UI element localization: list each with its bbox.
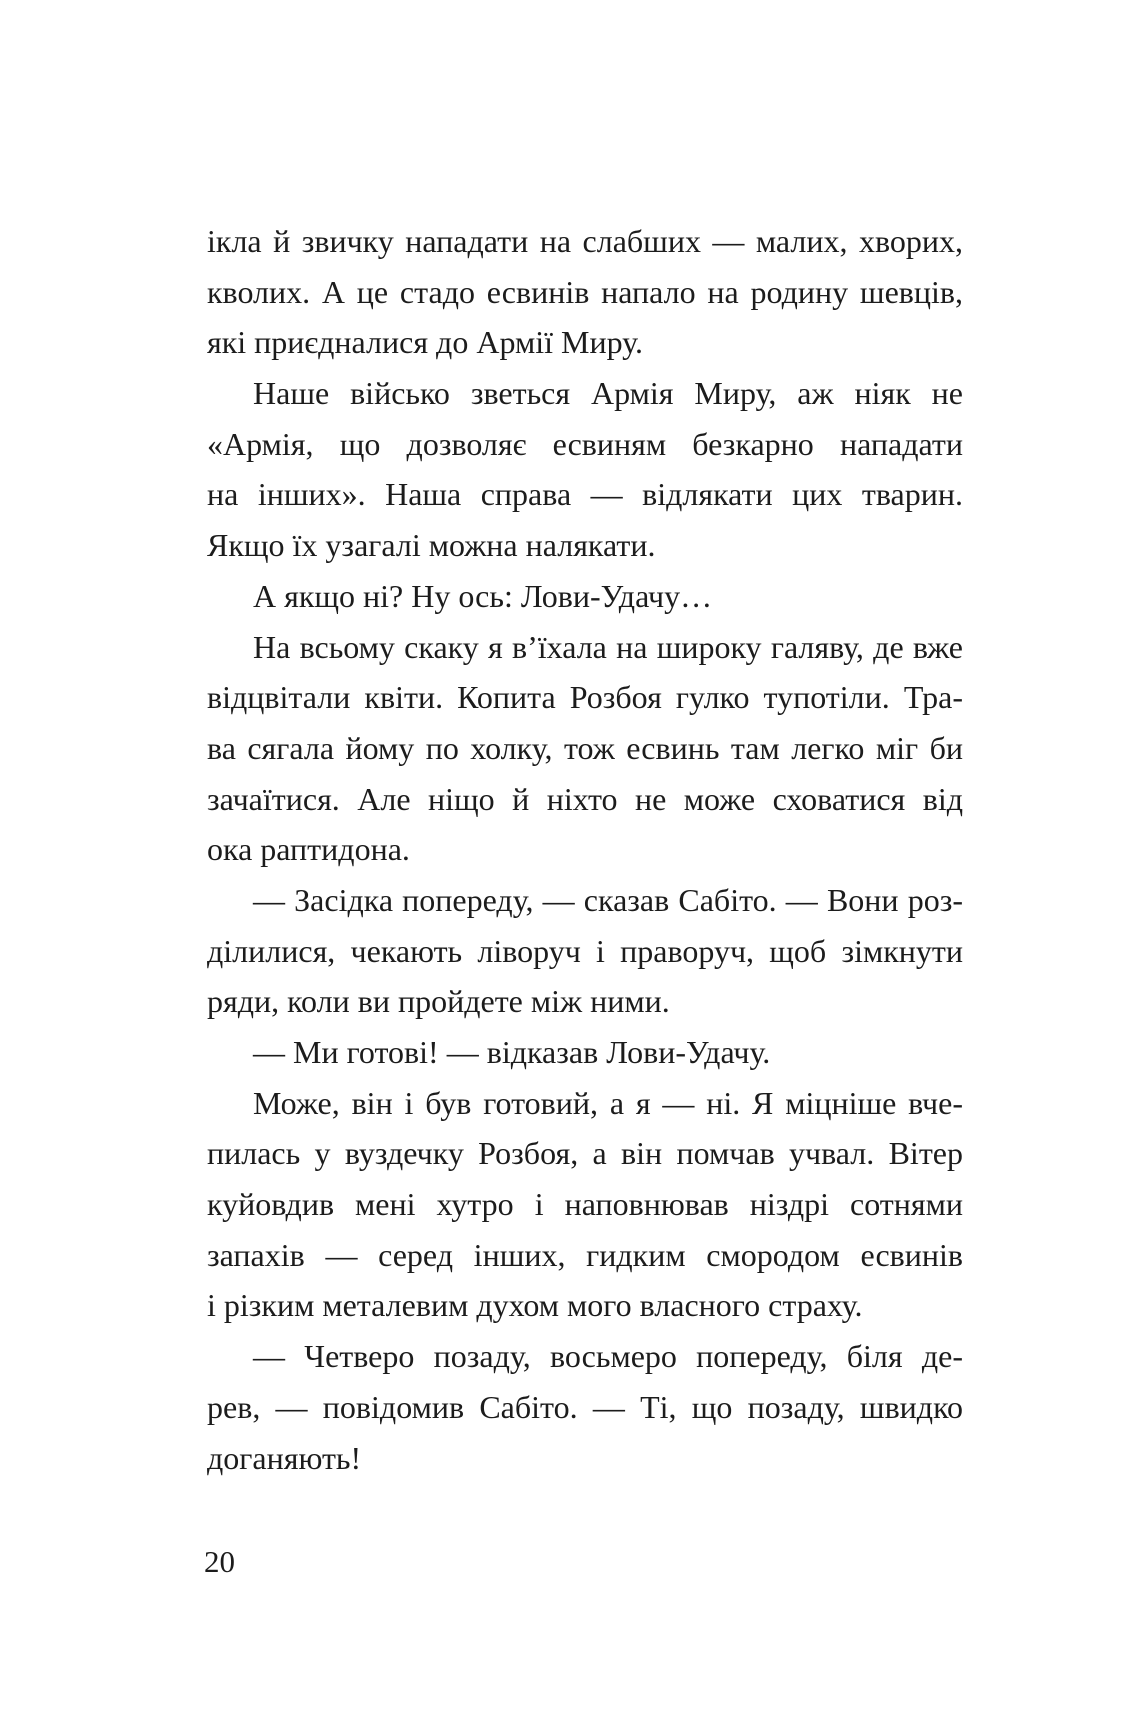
text-line: рев, — повідомив Сабіто. — Ті, що позаду, швидко — [207, 1388, 963, 1425]
text-line: Наше військо зветься Армія Миру, аж ніяк не — [253, 375, 963, 412]
paragraph — [207, 571, 963, 622]
paragraph — [207, 1331, 963, 1483]
page-number: 20 — [204, 1544, 235, 1579]
text-block — [207, 216, 963, 1483]
text-line: і різким металевим духом мого власного страху. — [207, 1287, 863, 1324]
text-line: ділилися, чекають ліворуч і праворуч, щоб зімкнути — [207, 932, 963, 969]
text-line: доганяють! — [207, 1439, 362, 1476]
text-line: пилась у вуздечку Розбоя, а він помчав учвал. Вітер — [207, 1135, 963, 1172]
text-line: — Ми готові! — відказав Лови-Удачу. — [253, 1034, 771, 1070]
text-line: ряди, коли ви пройдете між ними. — [207, 983, 670, 1020]
paragraph — [207, 622, 963, 875]
text-line: Якщо їх узагалі можна налякати. — [207, 527, 656, 564]
text-line: На всьому скаку я в’їхала на широку галяву, де вже — [253, 628, 963, 665]
text-line: зачаїтися. Але ніщо й ніхто не може сховатися від — [207, 780, 963, 817]
paragraph — [207, 368, 963, 571]
paragraph — [207, 1027, 963, 1078]
paragraph — [207, 875, 963, 1027]
text-line: які приєдналися до Армії Миру. — [207, 324, 643, 361]
text-line: А якщо ні? Ну ось: Лови-Удачу… — [253, 577, 713, 614]
paragraph — [207, 216, 963, 368]
text-line: «Армія, що дозволяє есвиням безкарно нападати — [207, 425, 963, 462]
text-line: куйовдив мені хутро і наповнював ніздрі сотнями — [207, 1186, 963, 1223]
text-line: запахів — серед інших, гидким смородом есвинів — [207, 1236, 963, 1273]
paragraph — [207, 1078, 963, 1331]
text-line: Може, він і був готовий, а я — ні. Я міцніше вче- — [253, 1084, 963, 1121]
text-line: ікла й звичку нападати на слабших — малих, хворих, — [207, 223, 963, 259]
text-line: на інших». Наша справа — відлякати цих тварин. — [207, 476, 963, 513]
text-line: відцвітали квіти. Копита Розбоя гулко тупотіли. Тра- — [207, 679, 963, 716]
text-line: — Засідка попереду, — сказав Сабіто. — Вони роз- — [253, 881, 963, 918]
text-line: ва сягала йому по холку, тож есвинь там легко міг би — [207, 729, 963, 766]
text-line: кволих. А це стадо есвинів напало на родину шевців, — [207, 273, 963, 310]
text-line: — Четверо позаду, восьмеро попереду, біля де- — [253, 1338, 963, 1375]
text-line: ока раптидона. — [207, 831, 410, 868]
